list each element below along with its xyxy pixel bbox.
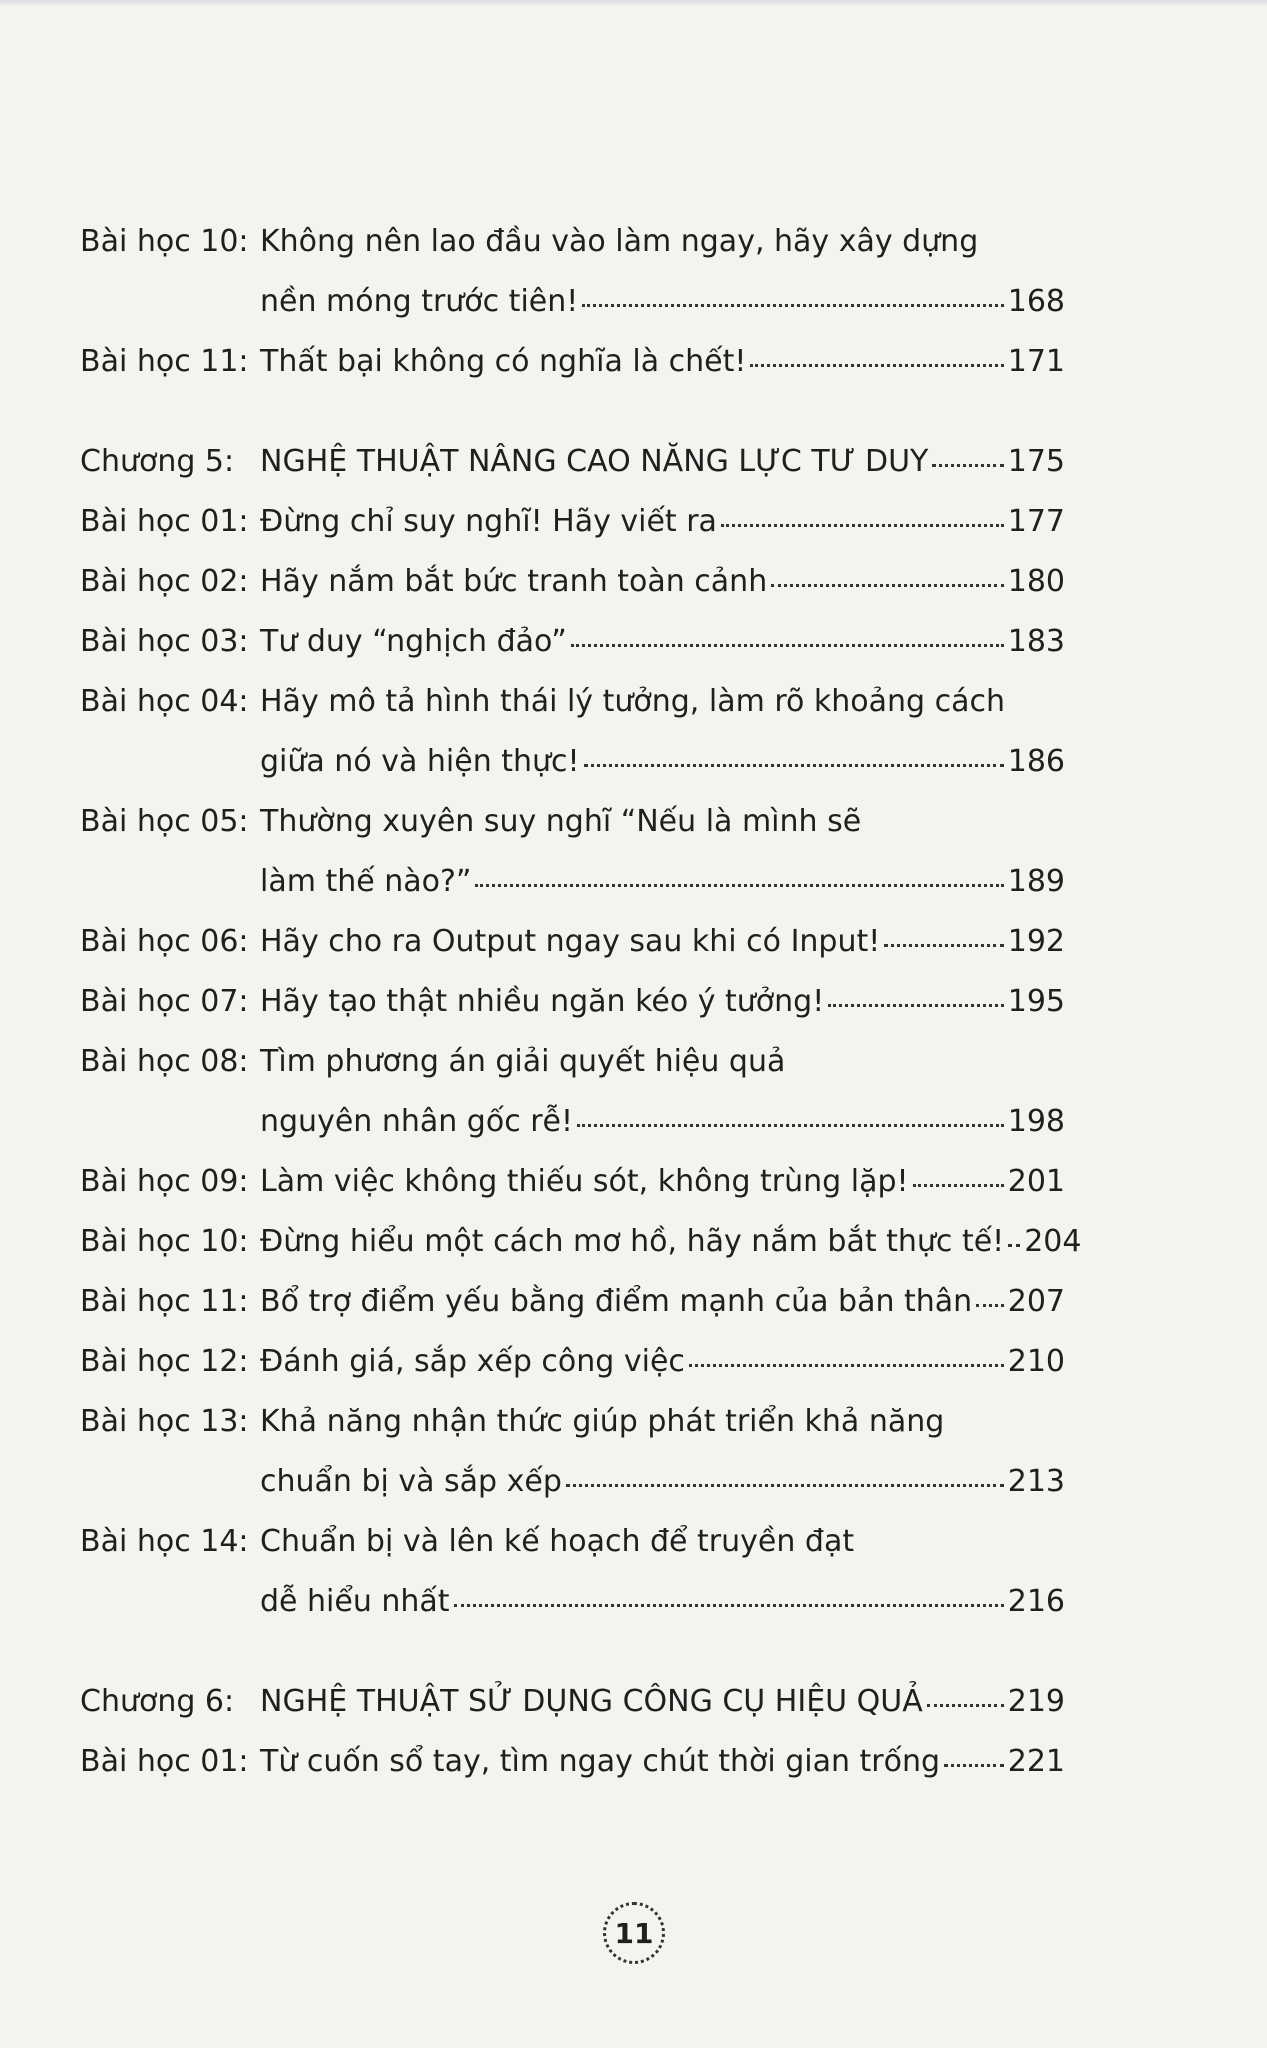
toc-entry-label: Bài học 04: (80, 684, 249, 719)
toc-entry-leader-line (260, 852, 1065, 912)
dot-leader (932, 463, 1003, 467)
toc-entry-leader-line (260, 552, 1065, 612)
toc-lesson-entry[interactable] (80, 1212, 1082, 1272)
toc-entry-label: Bài học 03: (80, 624, 249, 659)
toc-entry-leader-line (260, 332, 1065, 392)
toc-entry-label: Bài học 12: (80, 1344, 249, 1379)
toc-lesson-entry[interactable] (80, 492, 1065, 552)
dot-leader (750, 363, 1003, 367)
toc-entry-page: 195 (1007, 984, 1065, 1019)
toc-lesson-entry[interactable] (80, 1152, 1065, 1212)
toc-entry-title (260, 212, 1065, 332)
toc-entry-title (260, 972, 1065, 1032)
toc-entry-page: 177 (1007, 504, 1065, 539)
toc-entry-title (260, 432, 1065, 492)
toc-entry-title-text: Hãy tạo thật nhiều ngăn kéo ý tưởng! (260, 984, 825, 1019)
dot-leader (913, 1183, 1004, 1187)
dot-leader (689, 1363, 1004, 1367)
toc-entry-title-line: Khả năng nhận thức giúp phát triển khả năng (260, 1404, 945, 1439)
toc-entry-title-text: nền móng trước tiên! (260, 284, 579, 319)
toc-entry-title-text: giữa nó và hiện thực! (260, 744, 580, 779)
toc-lesson-entry[interactable] (80, 912, 1065, 972)
toc-entry-title (260, 1332, 1065, 1392)
toc-entry-title (260, 1212, 1082, 1272)
toc-entry-title-text: NGHỆ THUẬT NÂNG CAO NĂNG LỰC TƯ DUY (260, 444, 929, 479)
toc-entry-title (260, 1392, 1065, 1512)
toc-lesson-entry[interactable] (80, 612, 1065, 672)
toc-entry-title (260, 912, 1065, 972)
toc-entry-title (260, 792, 1065, 912)
toc-entry-title-line: Thường xuyên suy nghĩ “Nếu là mình sẽ (260, 804, 862, 839)
toc-entry-page: 192 (1007, 924, 1065, 959)
toc-lesson-entry[interactable] (80, 1392, 1065, 1512)
toc-entry-title-text: chuẩn bị và sắp xếp (260, 1464, 562, 1499)
toc-entry-title (260, 1272, 1065, 1332)
toc-entry-title-text: Từ cuốn sổ tay, tìm ngay chút thời gian trống (260, 1744, 941, 1779)
toc-entry-label: Bài học 13: (80, 1404, 249, 1439)
page-number: 11 (614, 1916, 654, 1950)
toc-entry-title (260, 492, 1065, 552)
dot-leader (944, 1763, 1004, 1767)
dot-leader (584, 763, 1004, 767)
toc-lesson-entry[interactable] (80, 972, 1065, 1032)
toc-entry-label: Chương 5: (80, 444, 235, 479)
dot-leader (721, 523, 1004, 527)
toc-entry-leader-line (260, 612, 1065, 672)
toc-lesson-entry[interactable] (80, 212, 1065, 332)
toc-lesson-entry[interactable] (80, 1332, 1065, 1392)
toc-entry-title (260, 1512, 1065, 1632)
toc-entry-title (260, 672, 1065, 792)
toc-entry-page: 183 (1007, 624, 1065, 659)
toc-entry-title (260, 1672, 1065, 1732)
toc-entry-leader-line (260, 972, 1065, 1032)
toc-entry-label: Bài học 06: (80, 924, 249, 959)
toc-entry-page: 204 (1024, 1224, 1082, 1259)
toc-entry-page: 186 (1007, 744, 1065, 779)
dot-leader (454, 1603, 1004, 1607)
toc-entry-title-text: Làm việc không thiếu sót, không trùng lặp! (260, 1164, 909, 1199)
toc-entry-label: Bài học 05: (80, 804, 249, 839)
toc-entry-page: 213 (1007, 1464, 1065, 1499)
dot-leader (771, 583, 1004, 587)
toc-entry-title-text: NGHỆ THUẬT SỬ DỤNG CÔNG CỤ HIỆU QUẢ (260, 1684, 923, 1719)
toc-entry-leader-line (260, 1092, 1065, 1152)
toc-entry-page: 221 (1007, 1744, 1065, 1779)
toc-entry-page: 219 (1007, 1684, 1065, 1719)
toc-entry-title-text: Hãy cho ra Output ngay sau khi có Input! (260, 924, 881, 959)
toc-entry-leader-line (260, 1572, 1065, 1632)
toc-entry-title (260, 1152, 1065, 1212)
toc-entry-label: Bài học 02: (80, 564, 249, 599)
toc-entry-label: Bài học 01: (80, 504, 249, 539)
toc-chapter-entry[interactable] (80, 1672, 1065, 1732)
toc-entry-page: 175 (1007, 444, 1065, 479)
dot-leader (577, 1123, 1004, 1127)
toc-entry-label: Bài học 10: (80, 1224, 249, 1259)
dot-leader (582, 303, 1003, 307)
toc-entry-leader-line (260, 912, 1065, 972)
toc-lesson-entry[interactable] (80, 792, 1065, 912)
toc-entry-page: 180 (1007, 564, 1065, 599)
toc-entry-title-text: Thất bại không có nghĩa là chết! (260, 344, 747, 379)
toc-entry-label: Bài học 07: (80, 984, 249, 1019)
toc-entry-title-text: dễ hiểu nhất (260, 1584, 450, 1619)
toc-entry-label: Bài học 09: (80, 1164, 249, 1199)
toc-lesson-entry[interactable] (80, 1032, 1065, 1152)
toc-entry-title-text: Hãy nắm bắt bức tranh toàn cảnh (260, 564, 768, 599)
dot-leader (828, 1003, 1003, 1007)
toc-entry-label: Bài học 11: (80, 344, 249, 379)
toc-entry-leader-line (260, 1672, 1065, 1732)
toc-entry-label: Bài học 08: (80, 1044, 249, 1079)
toc-entry-page: 216 (1007, 1584, 1065, 1619)
toc-lesson-entry[interactable] (80, 1732, 1065, 1792)
page-number-badge (603, 1902, 665, 1964)
toc-entry-title (260, 552, 1065, 612)
toc-entry-title-line: Chuẩn bị và lên kế hoạch để truyền đạt (260, 1524, 855, 1559)
toc-entry-title-line: Hãy mô tả hình thái lý tưởng, làm rõ khoảng cách (260, 684, 1006, 719)
toc-entry-leader-line (260, 1152, 1065, 1212)
toc-entry-label: Bài học 10: (80, 224, 249, 259)
toc-entry-title-text: Đánh giá, sắp xếp công việc (260, 1344, 685, 1379)
scan-top-edge (0, 0, 1267, 6)
toc-entry-title-line: Tìm phương án giải quyết hiệu quả (260, 1044, 786, 1079)
toc-entry-title (260, 1732, 1065, 1792)
toc-entry-title-text: làm thế nào?” (260, 864, 472, 899)
toc-entry-leader-line (260, 1212, 1082, 1272)
toc-chapter-entry[interactable] (80, 432, 1065, 492)
toc-entry-page: 171 (1007, 344, 1065, 379)
toc-entry-title-line: Không nên lao đầu vào làm ngay, hãy xây dựng (260, 224, 979, 259)
dot-leader (884, 943, 1003, 947)
dot-leader (927, 1703, 1004, 1707)
toc-entry-page: 201 (1007, 1164, 1065, 1199)
toc-entry-title (260, 332, 1065, 392)
toc-lesson-entry[interactable] (80, 1272, 1065, 1332)
dot-leader (571, 643, 1004, 647)
toc-lesson-entry[interactable] (80, 552, 1065, 612)
toc-entry-title-text: nguyên nhân gốc rễ! (260, 1104, 574, 1139)
dot-leader (976, 1303, 1004, 1307)
toc-entry-title-text: Tư duy “nghịch đảo” (260, 624, 567, 659)
toc-entry-label: Bài học 01: (80, 1744, 249, 1779)
toc-entry-title-text: Đừng chỉ suy nghĩ! Hãy viết ra (260, 504, 717, 539)
toc-entry-title (260, 612, 1065, 672)
dot-leader (475, 883, 1003, 887)
dot-leader (1008, 1243, 1020, 1247)
toc-lesson-entry[interactable] (80, 672, 1065, 792)
toc-lesson-entry[interactable] (80, 1512, 1065, 1632)
toc-entry-leader-line (260, 272, 1065, 332)
toc-entry-leader-line (260, 1452, 1065, 1512)
toc-entry-page: 210 (1007, 1344, 1065, 1379)
toc-entry-leader-line (260, 432, 1065, 492)
toc-entry-title-text: Đừng hiểu một cách mơ hồ, hãy nắm bắt thực tế! (260, 1224, 1005, 1259)
toc-entry-page: 168 (1007, 284, 1065, 319)
toc-entry-leader-line (260, 492, 1065, 552)
toc-entry-page: 207 (1007, 1284, 1065, 1319)
toc-entry-leader-line (260, 1332, 1065, 1392)
toc-entry-leader-line (260, 732, 1065, 792)
toc-entry-page: 189 (1007, 864, 1065, 899)
toc-entry-leader-line (260, 1272, 1065, 1332)
toc-entry-leader-line (260, 1732, 1065, 1792)
toc-entry-title-text: Bổ trợ điểm yếu bằng điểm mạnh của bản thân (260, 1284, 973, 1319)
toc-lesson-entry[interactable] (80, 332, 1065, 392)
toc-entry-page: 198 (1007, 1104, 1065, 1139)
toc-entry-label: Bài học 14: (80, 1524, 249, 1559)
dot-leader (566, 1483, 1004, 1487)
toc-entry-label: Chương 6: (80, 1684, 235, 1719)
toc-entry-label: Bài học 11: (80, 1284, 249, 1319)
toc-entry-title (260, 1032, 1065, 1152)
table-of-contents (80, 212, 1082, 1792)
